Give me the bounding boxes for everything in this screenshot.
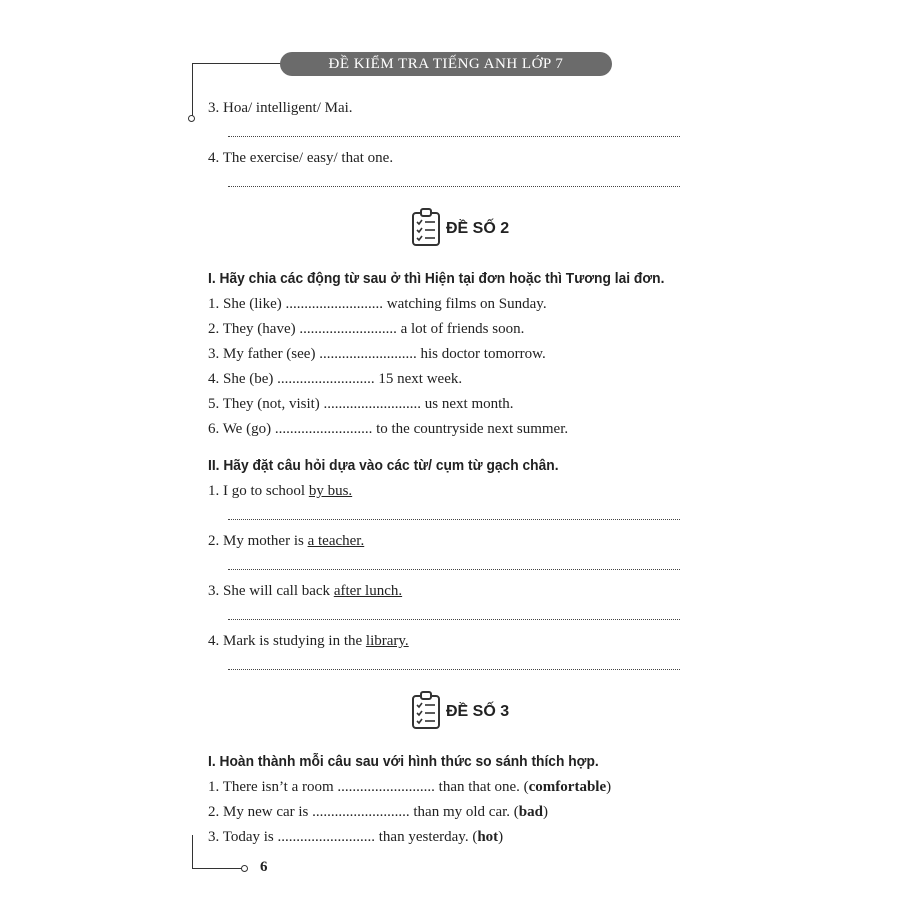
footer-rule-vertical [192, 835, 193, 869]
de3-title-block [411, 690, 531, 730]
de2-s1-item-6: 6. We (go) .......................... to the countryside next summer. [208, 421, 569, 437]
de3-title: ĐỀ SỐ 3 [446, 703, 510, 720]
underlined-phrase: by bus. [308, 483, 353, 499]
de3-s1-item-3: 3. Today is .......................... than yesterday. (hot) [208, 829, 504, 845]
de3-s1-item-2: 2. My new car is .......................... than my old car. (bad) [208, 804, 548, 820]
page-number: 6 [260, 859, 268, 875]
de2-s1-item-1: 1. She (like) .......................... watching films on Sunday. [208, 296, 547, 312]
de2-s1-item-5: 5. They (not, visit) .......................... us next month. [208, 396, 514, 412]
de3-section1-heading: I. Hoàn thành mỗi câu sau với hình thức so sánh thích hợp. [208, 753, 599, 770]
answer-line [228, 186, 680, 187]
clipboard-checklist-icon [411, 690, 441, 730]
de2-section2-heading: II. Hãy đặt câu hỏi dựa vào các từ/ cụm từ gạch chân. [208, 457, 559, 474]
answer-line [228, 569, 680, 570]
underlined-phrase: library. [365, 633, 409, 649]
de2-s2-item-1: 1. I go to school by bus. [208, 483, 353, 499]
de2-section1-heading: I. Hãy chia các động từ sau ở thì Hiện tại đơn hoặc thì Tương lai đơn. [208, 270, 665, 287]
header-rule-end-circle [188, 115, 195, 122]
de3-s1-item-1: 1. There isn’t a room .......................... than that one. (comfortable) [208, 779, 612, 795]
de2-s1-item-3: 3. My father (see) .......................... his doctor tomorrow. [208, 346, 546, 362]
underlined-phrase: a teacher. [307, 533, 365, 549]
answer-line [228, 669, 680, 670]
de2-s2-item-4: 4. Mark is studying in the library. [208, 633, 409, 649]
clipboard-checklist-icon [411, 207, 441, 247]
header-rule-left [192, 63, 282, 64]
header-title: ĐỀ KIỂM TRA TIẾNG ANH LỚP 7 [280, 52, 612, 76]
top-item-3: 3. Hoa/ intelligent/ Mai. [208, 100, 353, 116]
de2-title: ĐỀ SỐ 2 [446, 220, 510, 237]
top-item-4: 4. The exercise/ easy/ that one. [208, 150, 394, 166]
de2-title-block [411, 207, 531, 247]
footer-rule-end-circle [241, 865, 248, 872]
de2-s2-item-2: 2. My mother is a teacher. [208, 533, 365, 549]
underlined-phrase: after lunch. [333, 583, 403, 599]
de2-s2-item-3: 3. She will call back after lunch. [208, 583, 403, 599]
footer-rule-horizontal [192, 868, 242, 869]
de2-s1-item-2: 2. They (have) .......................... a lot of friends soon. [208, 321, 525, 337]
answer-line [228, 619, 680, 620]
de2-s1-item-4: 4. She (be) .......................... 15 next week. [208, 371, 463, 387]
answer-line [228, 136, 680, 137]
answer-line [228, 519, 680, 520]
header-rule-vertical [192, 63, 193, 117]
